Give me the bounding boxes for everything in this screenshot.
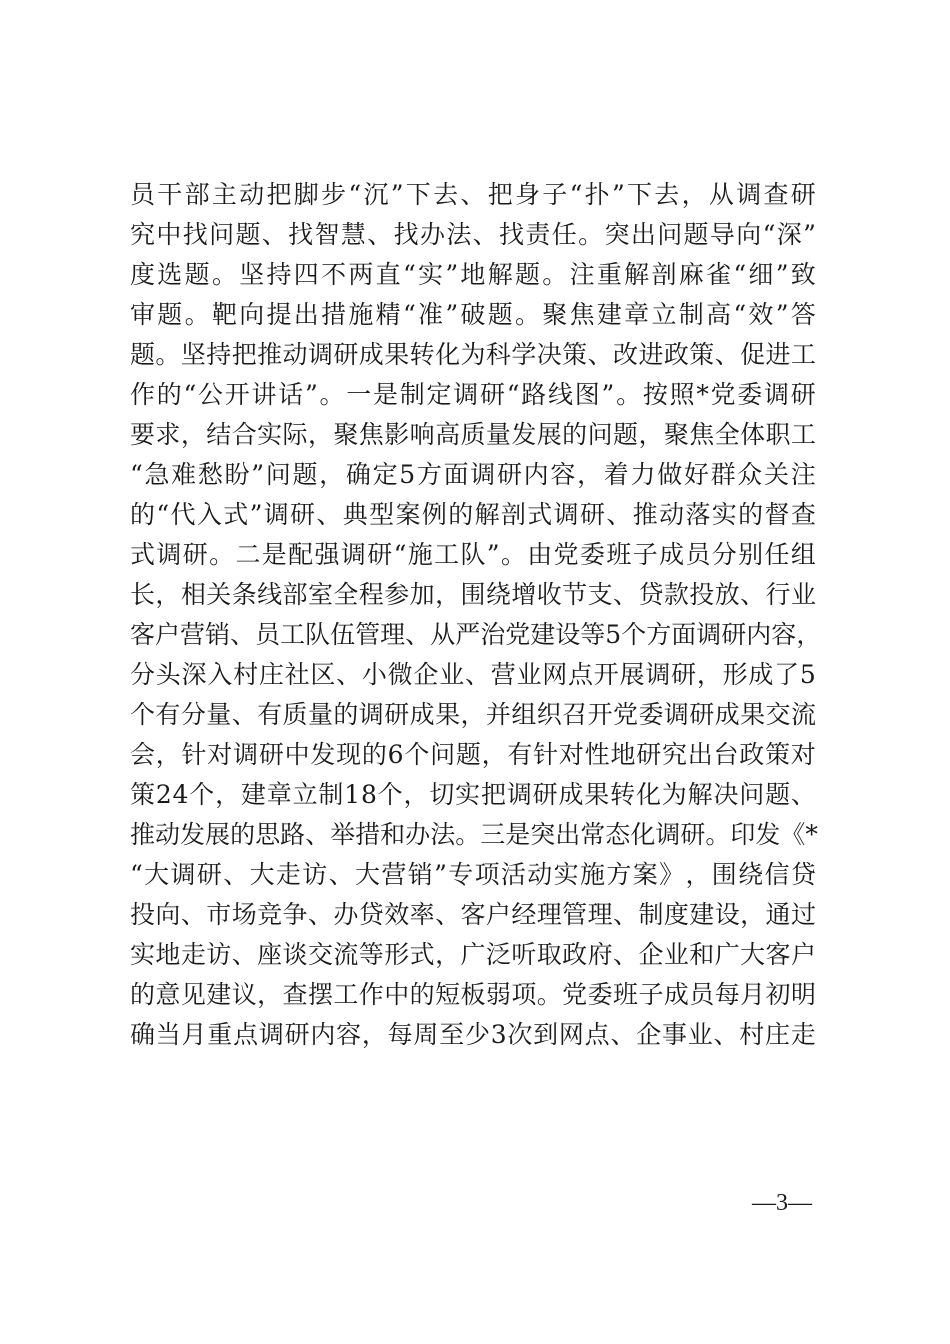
text-line: 确 当 月 重 点 调 研 内 容 ， 每 周 至 少 3 次 到 网 点 、 企 事 业 、 村 庄 走 xyxy=(130,1020,816,1049)
text-line: “ 大 调 研 、 大 走 访 、 大 营 销 ” 专 项 活 动 实 施 方 案 》 ， 围 绕 信 贷 xyxy=(130,860,816,889)
text-line: 度 选 题 。 坚 持 四 不 两 直 “ 实 ” 地 解 题 。 注 重 解 剖 麻 雀 “ 细 ” 致 xyxy=(130,260,816,289)
text-line: 实 地 走 访 、 座 谈 交 流 等 形 式 ， 广 泛 听 取 政 府 、 企 业 和 广 大 客 户 xyxy=(130,940,816,969)
text-line: 的 “ 代 入 式 ” 调 研 、 典 型 案 例 的 解 剖 式 调 研 、 推 动 落 实 的 督 查 xyxy=(130,500,816,529)
text-line: 投 向 、 市 场 竞 争 、 办 贷 效 率 、 客 户 经 理 管 理 、 制 度 建 设 ， 通 过 xyxy=(130,900,816,929)
text-line: 究 中 找 问 题 、 找 智 慧 、 找 办 法 、 找 责 任 。 突 出 问 题 导 向 “ 深 ” xyxy=(130,220,816,249)
text-line: 式 调 研 。 二 是 配 强 调 研 “ 施 工 队 ” 。 由 党 委 班 子 成 员 分 别 任 组 xyxy=(130,540,816,569)
text-line: 作 的 “ 公 开 讲 话 ” 。 一 是 制 定 调 研 “ 路 线 图 ” 。 按 照 * 党 委 调 研 xyxy=(130,380,816,409)
text-line: 长 ， 相 关 条 线 部 室 全 程 参 加 ， 围 绕 增 收 节 支 、 贷 款 投 放 、 行 业 xyxy=(130,580,816,609)
text-line: 策 2 4 个 ， 建 章 立 制 1 8 个 ， 切 实 把 调 研 成 果 转 化 为 解 决 问 题 、 xyxy=(130,780,816,809)
text-line: 题 。 坚 持 把 推 动 调 研 成 果 转 化 为 科 学 决 策 、 改 进 政 策 、 促 进 工 xyxy=(130,340,816,369)
text-line: “ 急 难 愁 盼 ” 问 题 ， 确 定 5 方 面 调 研 内 容 ， 着 力 做 好 群 众 关 注 xyxy=(130,460,816,489)
text-line: 分 头 深 入 村 庄 社 区 、 小 微 企 业 、 营 业 网 点 开 展 调 研 ， 形 成 了 5 xyxy=(130,660,816,689)
text-line: 的 意 见 建 议 ， 查 摆 工 作 中 的 短 板 弱 项 。 党 委 班 子 成 员 每 月 初 明 xyxy=(130,980,816,1009)
text-line: 会 ， 针 对 调 研 中 发 现 的 6 个 问 题 ， 有 针 对 性 地 研 究 出 台 政 策 对 xyxy=(130,740,816,769)
text-line: 员 干 部 主 动 把 脚 步 “ 沉 ” 下 去 、 把 身 子 “ 扑 ” 下 去 ， 从 调 查 研 xyxy=(130,180,816,209)
text-line: 审 题 。 靶 向 提 出 措 施 精 “ 准 ” 破 题 。 聚 焦 建 章 立 制 高 “ 效 ” 答 xyxy=(130,300,816,329)
body-text xyxy=(130,175,830,1055)
text-line: 要 求 ， 结 合 实 际 ， 聚 焦 影 响 高 质 量 发 展 的 问 题 ， 聚 焦 全 体 职 工 xyxy=(130,420,816,449)
text-line: 个 有 分 量 、 有 质 量 的 调 研 成 果 ， 并 组 织 召 开 党 委 调 研 成 果 交 流 xyxy=(130,700,816,729)
page-number: —3— xyxy=(752,1190,812,1216)
text-line: 推 动 发 展 的 思 路 、 举 措 和 办 法 。 三 是 突 出 常 态 化 调 研 。 印 发 《 * xyxy=(130,820,818,849)
text-line: 客 户 营 销 、 员 工 队 伍 管 理 、 从 严 治 党 建 设 等 5 个 方 面 调 研 内 容 ， xyxy=(130,620,822,649)
